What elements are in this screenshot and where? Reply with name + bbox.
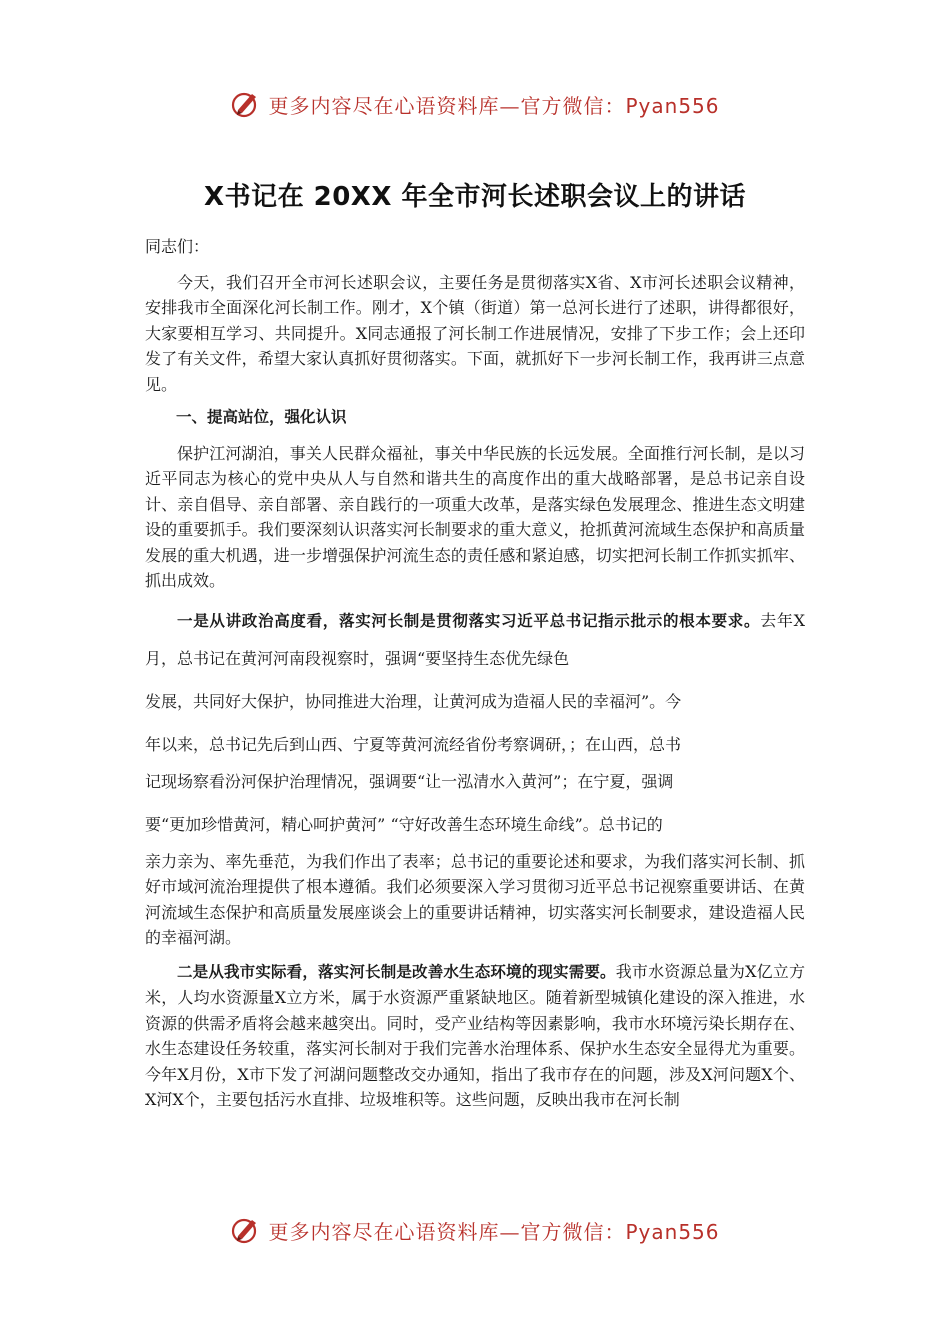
pen-logo-icon xyxy=(230,88,262,120)
point1-line: 要“更加珍惜黄河，精心呵护黄河” “守好改善生态环境生命线”。总书记的 xyxy=(145,814,663,834)
salutation: 同志们： xyxy=(145,237,210,256)
document-body xyxy=(145,234,805,1113)
intro-paragraph: 今天，我们召开全市河长述职会议，主要任务是贯彻落实X省、X市河长述职会议精神，安排我市全面深化河长制工作。刚才，X个镇（街道）第一总河长进行了述职，讲得都很好，大家要相互学习、共同提升。X同志通报了河长制工作进展情况，安排了下步工作；会上还印发了有关文件，希望大家认真抓好贯彻落实。下面，就抓好下一步河长制工作，我再讲三点意见。 xyxy=(145,272,805,394)
point1-line: 发展，共同好大保护，协同推进大治理，让黄河成为造福人民的幸福河”。今 xyxy=(145,691,682,711)
point1-lead: 一是从讲政治高度看，落实河长制是贯彻落实习近平总书记指示批示的根本要求。 xyxy=(177,611,761,630)
section-heading: 一、提高站位，强化认识 xyxy=(176,408,347,426)
point1-line: 年以来，总书记先后到山西、宁夏等黄河流经省份考察调研，；在山西，总书 xyxy=(145,734,682,754)
section1-paragraph: 保护江河湖泊，事关人民群众福祉，事关中华民族的长远发展。全面推行河长制，是以习近平同志为核心的党中央从人与自然和谐共生的高度作出的重大战略部署，是总书记亲自设计、亲自倡导、亲自部署、亲自践行的一项重大改革，是落实绿色发展理念、推进生态文明建设的重要抓手。我们要深刻认识落实河长制要求的重大意义，抢抓黄河流域生态保护和高质量发展的重大机遇，进一步增强保护河流生态的责任感和紧迫感，切实把河长制工作抓实抓牢、抓出成效。 xyxy=(145,443,805,590)
point1-rest: 亲力亲为、率先垂范，为我们作出了表率；总书记的重要论述和要求，为我们落实河长制、抓好市域河流治理提供了根本遵循。我们必须要深入学习贯彻习近平总书记视察重要讲话、在黄河流域生态保护和高质量发展座谈会上的重要讲话精神，切实落实河长制要求，建设造福人民的幸福河湖。 xyxy=(145,851,805,947)
point2-body: 我市水资源总量为X亿立方米，人均水资源量X立方米，属于水资源严重紧缺地区。随着新型城镇化建设的深入推进，水资源的供需矛盾将会越来越突出。同时，受产业结构等因素影响，我市水环境污染长期存在、水生态建设任务较重，落实河长制对于我们完善水治理体系、保护水生态安全显得尤为重要。今年X月份，X市下发了河湖问题整改交办通知，指出了我市存在的问题，涉及X河问题X个、X河X个，主要包括污水直排、垃圾堆积等。这些问题，反映出我市在河长制 xyxy=(145,961,805,1109)
point1-first-line xyxy=(145,602,805,677)
point1-block xyxy=(145,602,805,951)
pen-logo-icon xyxy=(230,1214,262,1246)
point1-line: 去年X月，总书记在黄河河南段视察时，强调“要坚持生态优先绿色 xyxy=(145,610,805,668)
watermark-banner-top xyxy=(0,84,950,124)
point2-paragraph xyxy=(145,959,805,1113)
document-title: X书记在 20XX 年全市河长述职会议上的讲话 xyxy=(204,182,746,212)
point2-lead: 二是从我市实际看，落实河长制是改善水生态环境的现实需要。 xyxy=(177,962,616,981)
watermark-text: 更多内容尽在心语资料库—官方微信：Pyan556 xyxy=(268,93,720,118)
point1-line: 记现场察看汾河保护治理情况，强调要“让一泓清水入黄河”；在宁夏，强调 xyxy=(145,771,674,791)
watermark-text: 更多内容尽在心语资料库—官方微信：Pyan556 xyxy=(268,1219,720,1244)
watermark-banner-bottom xyxy=(0,1210,950,1250)
